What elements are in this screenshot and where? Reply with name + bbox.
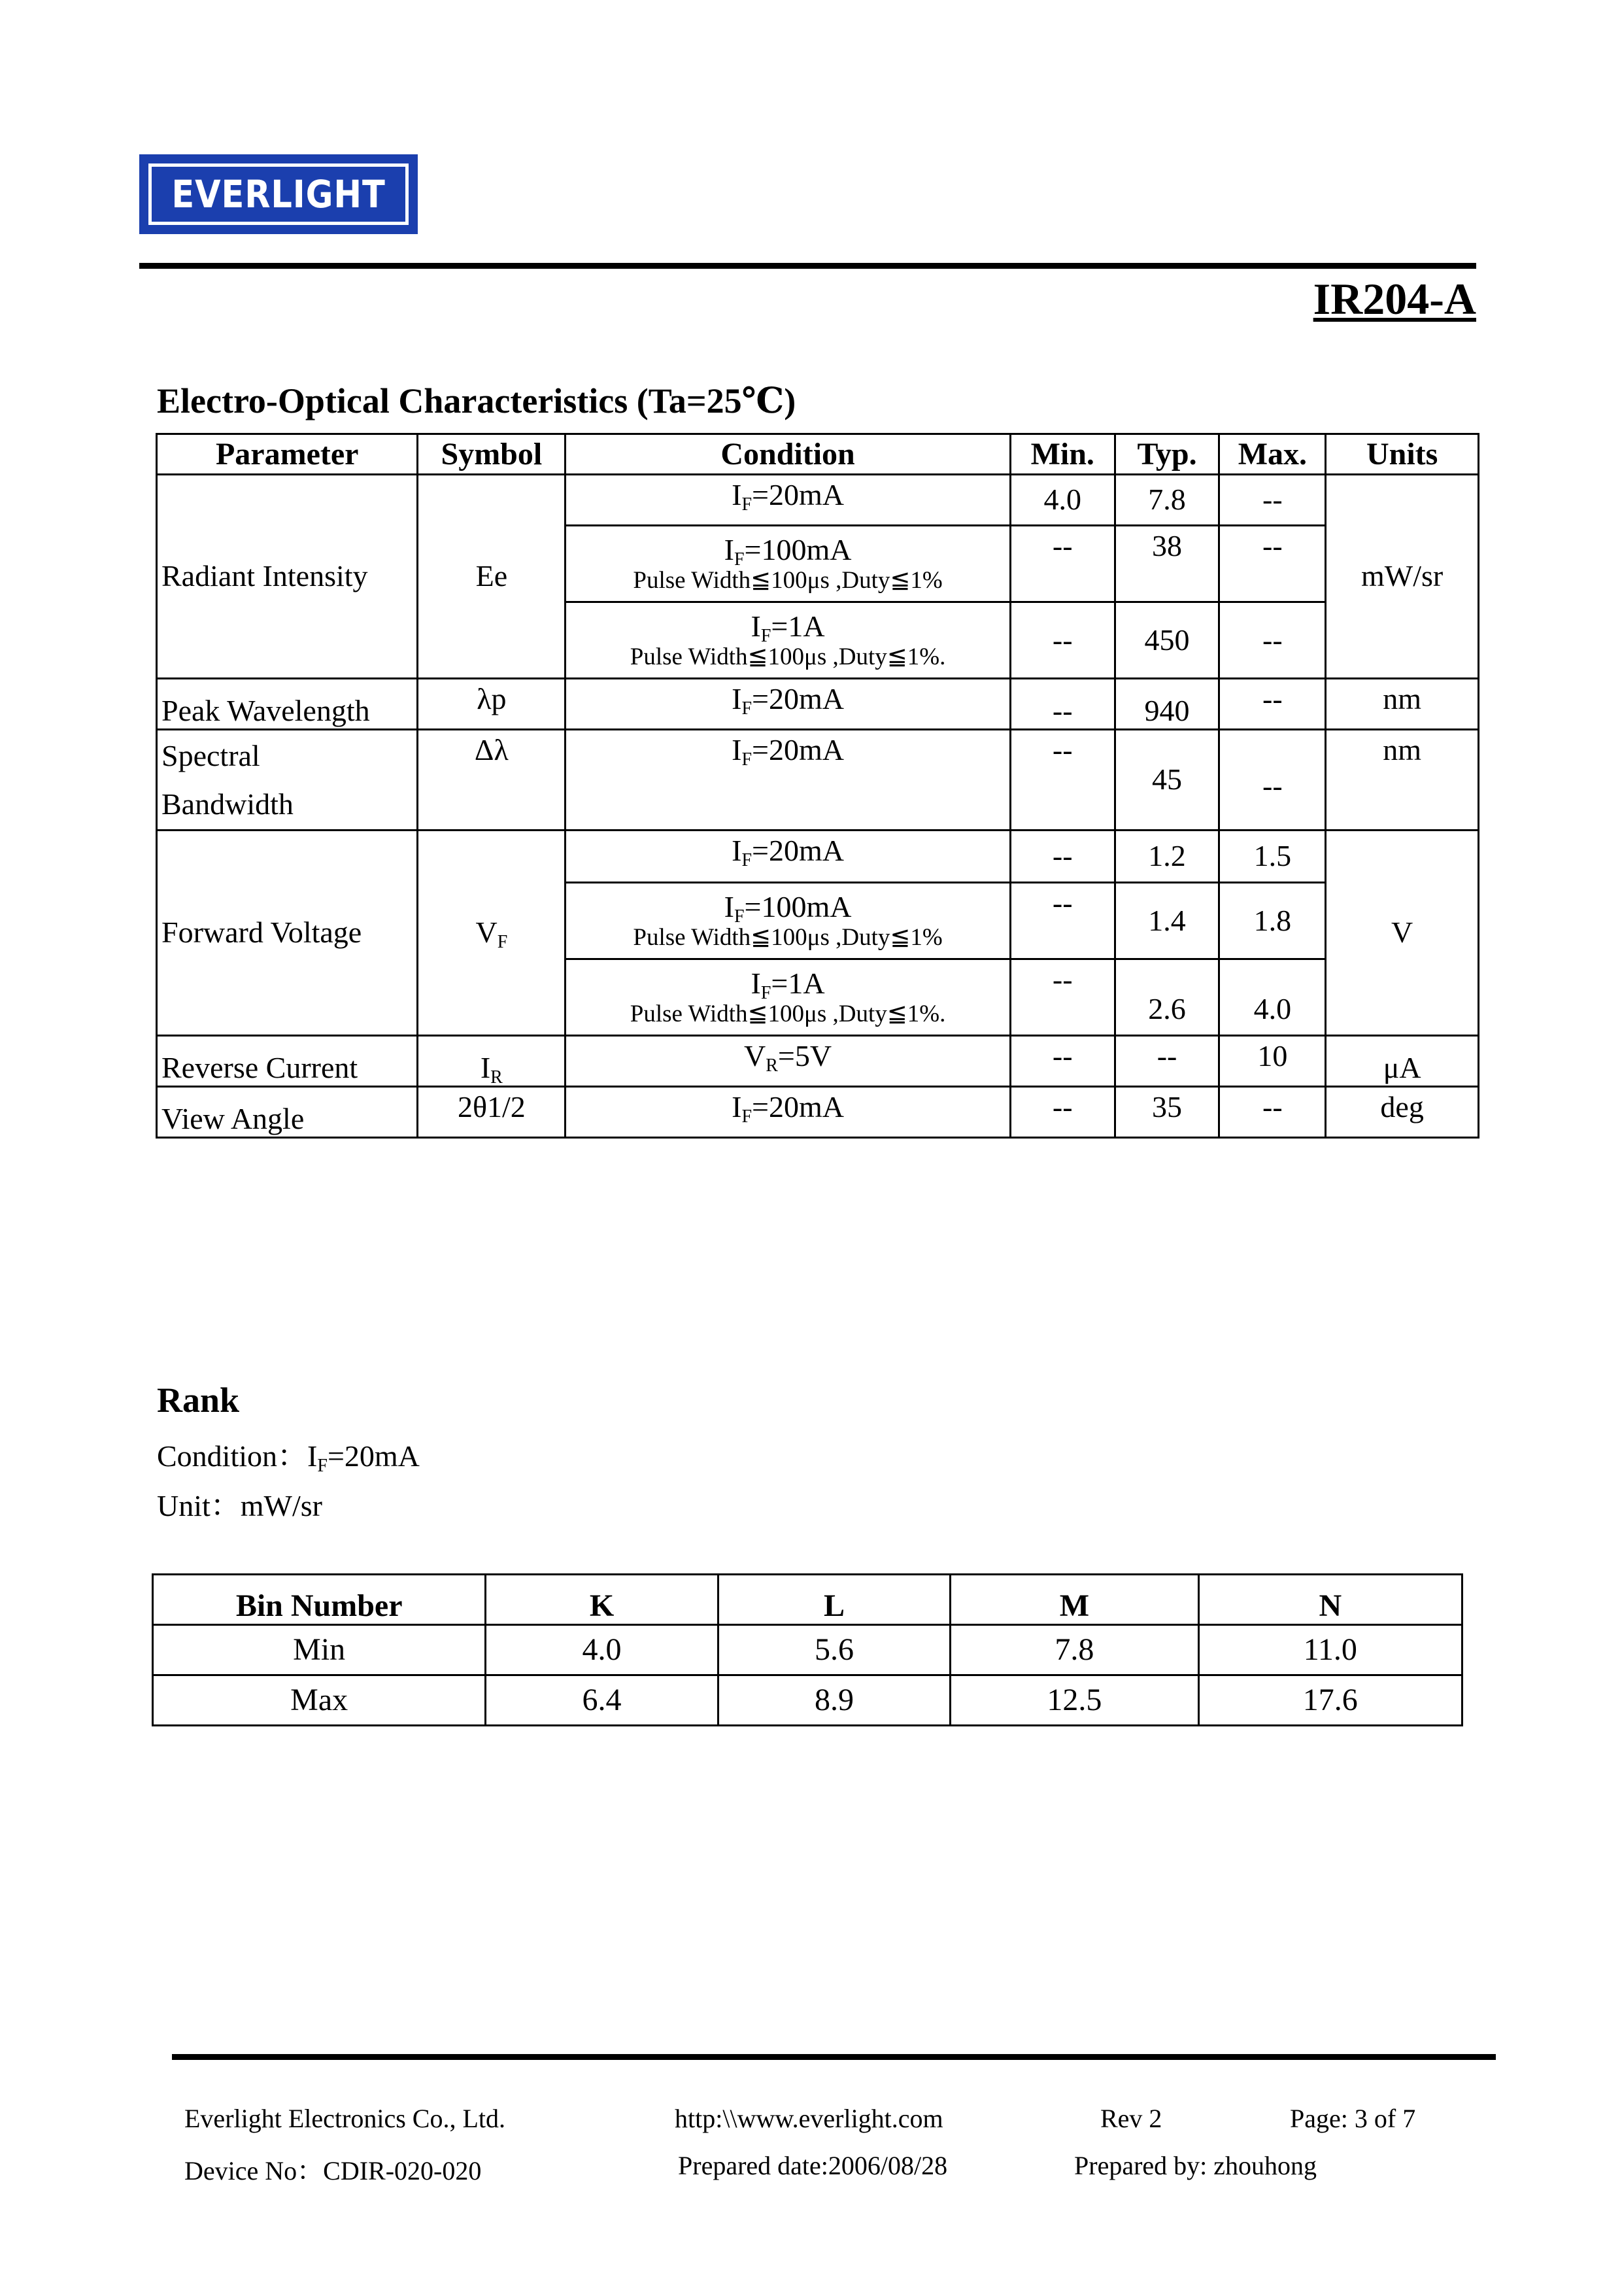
bin-m-header: M — [951, 1575, 1198, 1625]
min-cell: -- — [1010, 730, 1115, 831]
min-cell: -- — [1010, 1087, 1115, 1138]
footer-rule — [172, 2054, 1496, 2060]
table-cell: 17.6 — [1198, 1675, 1462, 1726]
table-row — [157, 730, 1479, 831]
rank-unit: Unit：mW/sr — [157, 1489, 322, 1522]
table-cell: 5.6 — [718, 1625, 950, 1675]
min-cell: -- — [1010, 679, 1115, 730]
footer-prepared-date: Prepared date:2006/08/28 — [678, 2151, 948, 2180]
col-header-min: Min. — [1010, 434, 1115, 475]
units-view-angle: deg — [1326, 1087, 1479, 1138]
condition-cell: $I_F=1A$ Pulse Width≦100μs ,Duty≦1%. — [566, 602, 1011, 679]
rank-max-row — [153, 1675, 1462, 1726]
min-cell: -- — [1010, 602, 1115, 679]
footer-url[interactable]: http:\\www.everlight.com — [675, 2104, 943, 2133]
bin-l-header: L — [718, 1575, 950, 1625]
footer-prepared-by: Prepared by: zhouhong — [1074, 2151, 1317, 2180]
symbol-peak-wavelength: λp — [418, 679, 566, 730]
max-label: Max — [153, 1675, 486, 1726]
param-peak-wavelength: Peak Wavelength — [157, 679, 418, 730]
typ-cell: -- — [1115, 1036, 1219, 1087]
param-forward-voltage: Forward Voltage — [157, 831, 418, 1036]
condition-cell: $I_F=20mA$ — [566, 475, 1011, 526]
condition-cell: $I_F=20mA$ — [566, 679, 1011, 730]
min-cell: 4.0 — [1010, 475, 1115, 526]
col-header-condition: Condition — [566, 434, 1011, 475]
col-header-typ: Typ. — [1115, 434, 1219, 475]
rank-condition: Condition：$I_F=20mA$ — [157, 1439, 420, 1476]
condition-cell: $I_F=100mA$ Pulse Width≦100μs ,Duty≦1% — [566, 526, 1011, 602]
symbol-radiant-intensity: Ee — [418, 475, 566, 679]
param-view-angle: View Angle — [157, 1087, 418, 1138]
footer-page: Page: 3 of 7 — [1290, 2104, 1416, 2133]
units-peak-wavelength: nm — [1326, 679, 1479, 730]
typ-cell: 450 — [1115, 602, 1219, 679]
footer-device-no: Device No：CDIR-020-020 — [184, 2156, 482, 2185]
symbol-reverse-current: $I_R$ — [418, 1036, 566, 1087]
min-cell: -- — [1010, 526, 1115, 602]
rank-table — [152, 1573, 1463, 1726]
typ-cell: 2.6 — [1115, 959, 1219, 1036]
max-cell: -- — [1219, 526, 1326, 602]
condition-cell: $I_F=1A$ Pulse Width≦100μs ,Duty≦1%. — [566, 959, 1011, 1036]
min-label: Min — [153, 1625, 486, 1675]
table-cell: 12.5 — [951, 1675, 1198, 1726]
max-cell: -- — [1219, 602, 1326, 679]
typ-cell: 35 — [1115, 1087, 1219, 1138]
eo-characteristics-table — [156, 433, 1479, 1139]
min-cell: -- — [1010, 1036, 1115, 1087]
eo-header-row — [157, 434, 1479, 475]
param-reverse-current: Reverse Current — [157, 1036, 418, 1087]
logo-text: EVERLIGHT — [171, 172, 386, 216]
col-header-max: Max. — [1219, 434, 1326, 475]
typ-cell: 7.8 — [1115, 475, 1219, 526]
param-spectral-bandwidth: Spectral Bandwidth — [157, 730, 418, 831]
bin-number-header: Bin Number — [153, 1575, 486, 1625]
table-row — [157, 475, 1479, 526]
typ-cell: 45 — [1115, 730, 1219, 831]
table-cell: 7.8 — [951, 1625, 1198, 1675]
max-cell: 1.8 — [1219, 883, 1326, 959]
table-row — [157, 1087, 1479, 1138]
rank-header-row — [153, 1575, 1462, 1625]
rank-section-title: Rank — [157, 1380, 240, 1420]
condition-cell: $I_F=20mA$ — [566, 831, 1011, 883]
max-cell: 10 — [1219, 1036, 1326, 1087]
max-cell: 4.0 — [1219, 959, 1326, 1036]
header-rule — [139, 263, 1476, 269]
symbol-spectral-bandwidth: Δλ — [418, 730, 566, 831]
footer-company: Everlight Electronics Co., Ltd. — [184, 2104, 505, 2133]
table-cell: 4.0 — [486, 1625, 718, 1675]
condition-cell: $V_R=5V$ — [566, 1036, 1011, 1087]
max-cell: 1.5 — [1219, 831, 1326, 883]
max-cell: -- — [1219, 679, 1326, 730]
max-cell: -- — [1219, 1087, 1326, 1138]
table-row — [157, 1036, 1479, 1087]
eo-section-title: Electro-Optical Characteristics (Ta=25℃) — [157, 381, 796, 420]
condition-cell: $I_F=20mA$ — [566, 1087, 1011, 1138]
bin-n-header: N — [1198, 1575, 1462, 1625]
units-spectral-bandwidth: nm — [1326, 730, 1479, 831]
symbol-view-angle: 2θ1/2 — [418, 1087, 566, 1138]
model-number: IR204-A — [1313, 274, 1476, 324]
typ-cell: 1.2 — [1115, 831, 1219, 883]
min-cell: -- — [1010, 831, 1115, 883]
min-cell: -- — [1010, 883, 1115, 959]
min-cell: -- — [1010, 959, 1115, 1036]
units-reverse-current: μA — [1326, 1036, 1479, 1087]
units-radiant-intensity: mW/sr — [1326, 475, 1479, 679]
pulse-note: Pulse Width≦100μs ,Duty≦1% — [633, 924, 943, 951]
condition-cell: $I_F=100mA$ Pulse Width≦100μs ,Duty≦1% — [566, 883, 1011, 959]
symbol-forward-voltage: $V_F$ — [418, 831, 566, 1036]
pulse-note: Pulse Width≦100μs ,Duty≦1%. — [630, 643, 946, 671]
rank-min-row — [153, 1625, 1462, 1675]
footer-rev: Rev 2 — [1100, 2104, 1162, 2133]
everlight-logo — [139, 154, 418, 234]
condition-cell: $I_F=20mA$ — [566, 730, 1011, 831]
table-row — [157, 679, 1479, 730]
max-cell: -- — [1219, 730, 1326, 831]
table-cell: 8.9 — [718, 1675, 950, 1726]
pulse-note: Pulse Width≦100μs ,Duty≦1% — [633, 567, 943, 594]
bin-k-header: K — [486, 1575, 718, 1625]
table-cell: 11.0 — [1198, 1625, 1462, 1675]
col-header-symbol: Symbol — [418, 434, 566, 475]
logo-frame — [148, 163, 409, 225]
max-cell: -- — [1219, 475, 1326, 526]
typ-cell: 1.4 — [1115, 883, 1219, 959]
param-radiant-intensity: Radiant Intensity — [157, 475, 418, 679]
typ-cell: 38 — [1115, 526, 1219, 602]
typ-cell: 940 — [1115, 679, 1219, 730]
table-cell: 6.4 — [486, 1675, 718, 1726]
pulse-note: Pulse Width≦100μs ,Duty≦1%. — [630, 1001, 946, 1028]
col-header-units: Units — [1326, 434, 1479, 475]
units-forward-voltage: V — [1326, 831, 1479, 1036]
table-row — [157, 831, 1479, 883]
col-header-parameter: Parameter — [157, 434, 418, 475]
